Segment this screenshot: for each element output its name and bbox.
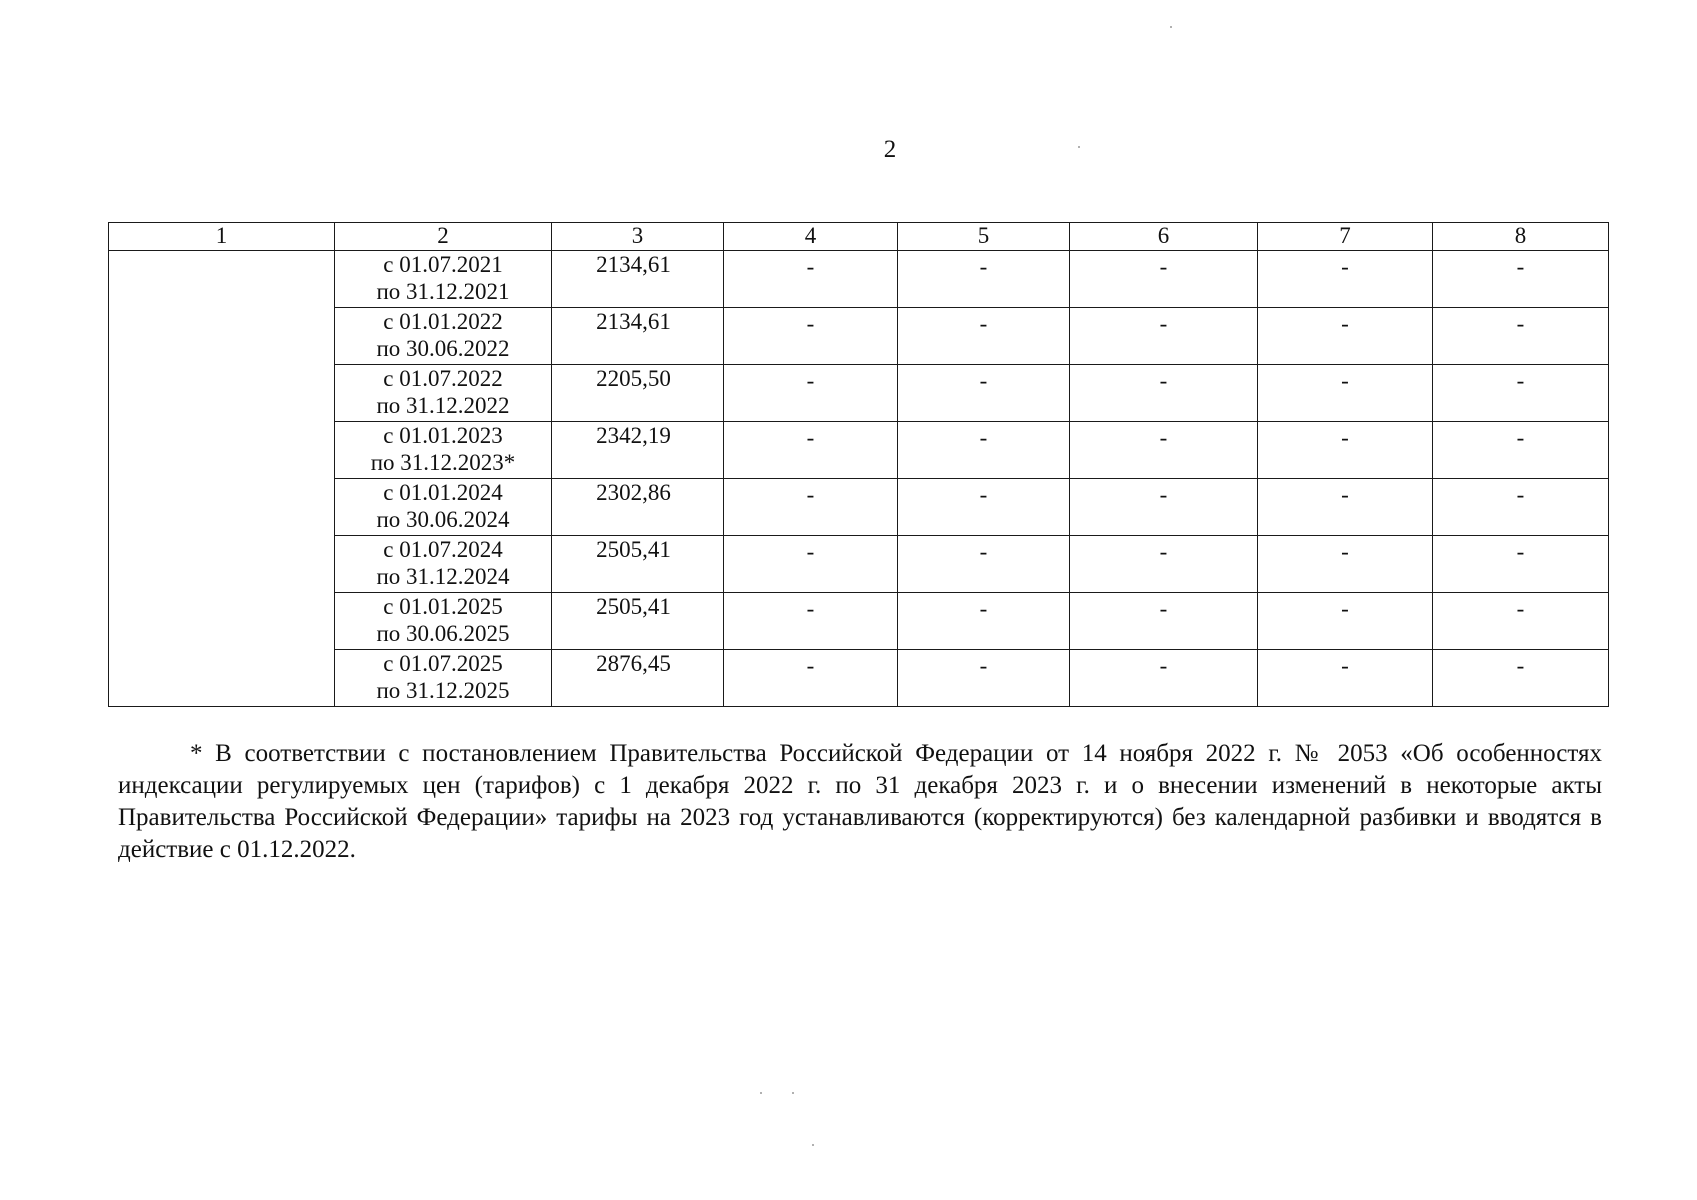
col7-value: - bbox=[1258, 251, 1433, 308]
col5-value: - bbox=[898, 251, 1070, 308]
col6-value: - bbox=[1070, 536, 1258, 593]
col8-value: - bbox=[1433, 479, 1609, 536]
col8-value: - bbox=[1433, 365, 1609, 422]
col6-value: - bbox=[1070, 479, 1258, 536]
tariff-value: 2505,41 bbox=[552, 536, 724, 593]
column-header-7: 7 bbox=[1258, 223, 1433, 251]
col7-value: - bbox=[1258, 479, 1433, 536]
period-from: с 01.01.2024 bbox=[383, 480, 503, 505]
col5-value: - bbox=[898, 308, 1070, 365]
period-cell bbox=[335, 422, 552, 479]
col8-value: - bbox=[1433, 593, 1609, 650]
period-cell bbox=[335, 536, 552, 593]
col4-value: - bbox=[724, 251, 898, 308]
col7-value: - bbox=[1258, 650, 1433, 707]
footnote bbox=[118, 738, 1602, 866]
period-from: с 01.01.2023 bbox=[383, 423, 503, 448]
column-header-1: 1 bbox=[109, 223, 335, 251]
tariff-value: 2134,61 bbox=[552, 308, 724, 365]
scan-speck bbox=[792, 1092, 794, 1094]
period-to: по 30.06.2025 bbox=[376, 621, 510, 646]
col4-value: - bbox=[724, 593, 898, 650]
tariff-value: 2876,45 bbox=[552, 650, 724, 707]
page-number: 2 bbox=[883, 136, 897, 163]
period-from: с 01.07.2024 bbox=[383, 537, 503, 562]
period-cell bbox=[335, 251, 552, 308]
period-from: с 01.07.2021 bbox=[383, 252, 503, 277]
col5-value: - bbox=[898, 479, 1070, 536]
period-to: по 31.12.2023* bbox=[370, 450, 516, 475]
period-to: по 31.12.2021 bbox=[376, 279, 510, 304]
col5-value: - bbox=[898, 650, 1070, 707]
period-cell bbox=[335, 593, 552, 650]
col5-value: - bbox=[898, 536, 1070, 593]
col8-value: - bbox=[1433, 422, 1609, 479]
organization-cell bbox=[109, 251, 335, 707]
tariff-value: 2205,50 bbox=[552, 365, 724, 422]
scan-speck bbox=[760, 1092, 762, 1094]
tariff-table bbox=[108, 222, 1609, 707]
col4-value: - bbox=[724, 479, 898, 536]
col5-value: - bbox=[898, 422, 1070, 479]
column-header-6: 6 bbox=[1070, 223, 1258, 251]
period-from: с 01.07.2025 bbox=[383, 651, 503, 676]
footnote-text: * В соответствии с постановлением Правительства Российской Федерации от 14 ноября 2022 г. № 2053 «Об особенностях индексации регулируемых цен (тарифов) с 1 декабря 2022 г. по 31 декабря 2023 г. и о внесении изменений в некоторые акты Правительства Российской Федерации» тарифы на 2023 год устанавливаются (корректируются) без календарной разбивки и вводятся в действие с 01.12.2022. bbox=[118, 740, 1602, 863]
period-cell bbox=[335, 479, 552, 536]
col7-value: - bbox=[1258, 422, 1433, 479]
scan-speck bbox=[812, 1144, 814, 1146]
period-from: с 01.01.2025 bbox=[383, 594, 503, 619]
col4-value: - bbox=[724, 650, 898, 707]
period-to: по 31.12.2022 bbox=[376, 393, 510, 418]
period-cell bbox=[335, 650, 552, 707]
col8-value: - bbox=[1433, 650, 1609, 707]
tariff-value: 2302,86 bbox=[552, 479, 724, 536]
period-to: по 31.12.2024 bbox=[376, 564, 510, 589]
period-cell bbox=[335, 365, 552, 422]
column-header-3: 3 bbox=[552, 223, 724, 251]
table-row bbox=[109, 251, 1609, 308]
table-header-row bbox=[109, 223, 1609, 251]
column-header-5: 5 bbox=[898, 223, 1070, 251]
scan-speck bbox=[1170, 26, 1172, 28]
col6-value: - bbox=[1070, 365, 1258, 422]
col6-value: - bbox=[1070, 422, 1258, 479]
col5-value: - bbox=[898, 365, 1070, 422]
col8-value: - bbox=[1433, 308, 1609, 365]
period-to: по 31.12.2025 bbox=[376, 678, 510, 703]
col4-value: - bbox=[724, 308, 898, 365]
col6-value: - bbox=[1070, 251, 1258, 308]
scan-speck bbox=[1078, 146, 1080, 148]
period-to: по 30.06.2024 bbox=[376, 507, 510, 532]
col8-value: - bbox=[1433, 251, 1609, 308]
period-to: по 30.06.2022 bbox=[376, 336, 510, 361]
period-from: с 01.07.2022 bbox=[383, 366, 503, 391]
column-header-4: 4 bbox=[724, 223, 898, 251]
period-from: с 01.01.2022 bbox=[383, 309, 503, 334]
col4-value: - bbox=[724, 536, 898, 593]
col5-value: - bbox=[898, 593, 1070, 650]
column-header-8: 8 bbox=[1433, 223, 1609, 251]
col7-value: - bbox=[1258, 308, 1433, 365]
period-cell bbox=[335, 308, 552, 365]
column-header-2: 2 bbox=[335, 223, 552, 251]
col6-value: - bbox=[1070, 593, 1258, 650]
tariff-value: 2134,61 bbox=[552, 251, 724, 308]
col7-value: - bbox=[1258, 365, 1433, 422]
col8-value: - bbox=[1433, 536, 1609, 593]
tariff-value: 2342,19 bbox=[552, 422, 724, 479]
col4-value: - bbox=[724, 422, 898, 479]
col6-value: - bbox=[1070, 650, 1258, 707]
tariff-value: 2505,41 bbox=[552, 593, 724, 650]
col6-value: - bbox=[1070, 308, 1258, 365]
col4-value: - bbox=[724, 365, 898, 422]
col7-value: - bbox=[1258, 593, 1433, 650]
col7-value: - bbox=[1258, 536, 1433, 593]
